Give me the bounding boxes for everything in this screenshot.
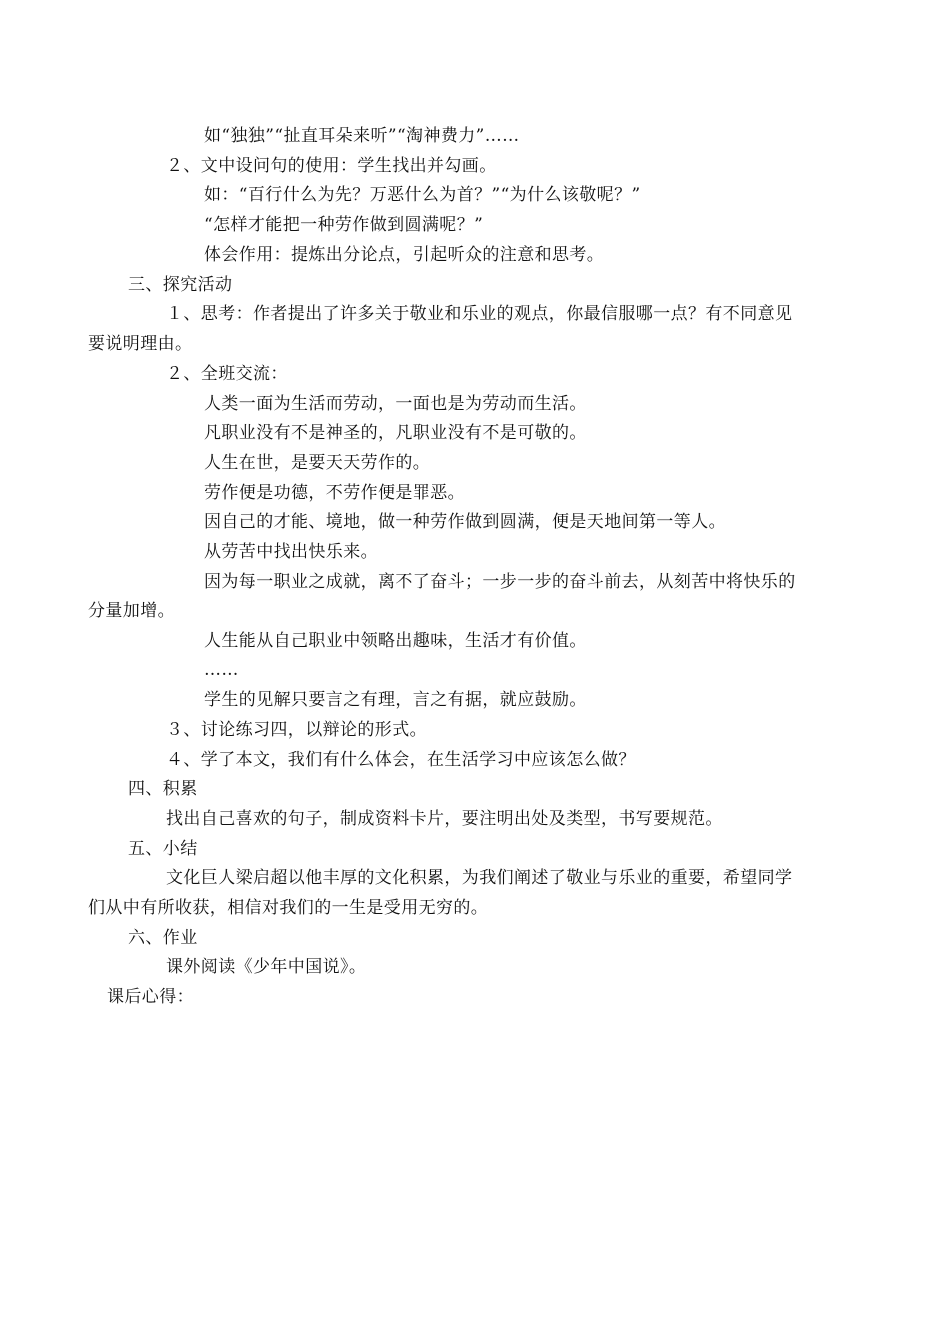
text-line: 人生在世，是要天天劳作的。 (204, 453, 431, 473)
text-line: 劳作便是功德，不劳作便是罪恶。 (204, 483, 465, 503)
text-line: 因为每一职业之成就，离不了奋斗；一步一步的奋斗前去，从刻苦中将快乐的 (204, 572, 796, 592)
text-line: 分量加增。 (88, 601, 175, 621)
reflection-label: 课后心得： (107, 987, 194, 1007)
text-line: “怎样才能把一种劳作做到圆满呢？” (204, 215, 484, 235)
text-line: 如“独独”“扯直耳朵来听”“淘神费力”…… (204, 126, 520, 146)
text-line: 人生能从自己职业中领略出趣味，生活才有价值。 (204, 631, 587, 651)
text-line: 学生的见解只要言之有理，言之有据，就应鼓励。 (204, 690, 587, 710)
text-line: 因自己的才能、境地，做一种劳作做到圆满，便是天地间第一等人。 (204, 512, 726, 532)
text-line: 凡职业没有不是神圣的，凡职业没有不是可敬的。 (204, 423, 587, 443)
text-line: ２、全班交流： (166, 364, 288, 384)
text-line: 找出自己喜欢的句子，制成资料卡片，要注明出处及类型，书写要规范。 (166, 809, 723, 829)
text-line: 体会作用：提炼出分论点，引起听众的注意和思考。 (204, 245, 605, 265)
text-line: 如：“百行什么为先？万恶什么为首？”“为什么该敬呢？” (204, 185, 641, 205)
text-line: 人类一面为生活而劳动，一面也是为劳动而生活。 (204, 394, 587, 414)
section-heading: 三、探究活动 (128, 275, 233, 295)
text-line: 要说明理由。 (88, 334, 193, 354)
text-line: ３、讨论练习四，以辩论的形式。 (166, 720, 427, 740)
text-line: ２、文中设问句的使用：学生找出并勾画。 (166, 156, 497, 176)
text-line: 从劳苦中找出快乐来。 (204, 542, 378, 562)
text-line: 课外阅读《少年中国说》。 (166, 957, 367, 977)
ellipsis-line: …… (204, 660, 239, 680)
section-heading: 五、小结 (128, 839, 198, 859)
text-line: ４、学了本文，我们有什么体会，在生活学习中应该怎么做？ (166, 750, 636, 770)
text-line: １、思考：作者提出了许多关于敬业和乐业的观点，你最信服哪一点？有不同意见 (166, 304, 793, 324)
section-heading: 六、作业 (128, 928, 198, 948)
text-line: 文化巨人梁启超以他丰厚的文化积累，为我们阐述了敬业与乐业的重要，希望同学 (166, 868, 793, 888)
text-line: 们从中有所收获，相信对我们的一生是受用无穷的。 (88, 898, 489, 918)
section-heading: 四、积累 (128, 779, 198, 799)
